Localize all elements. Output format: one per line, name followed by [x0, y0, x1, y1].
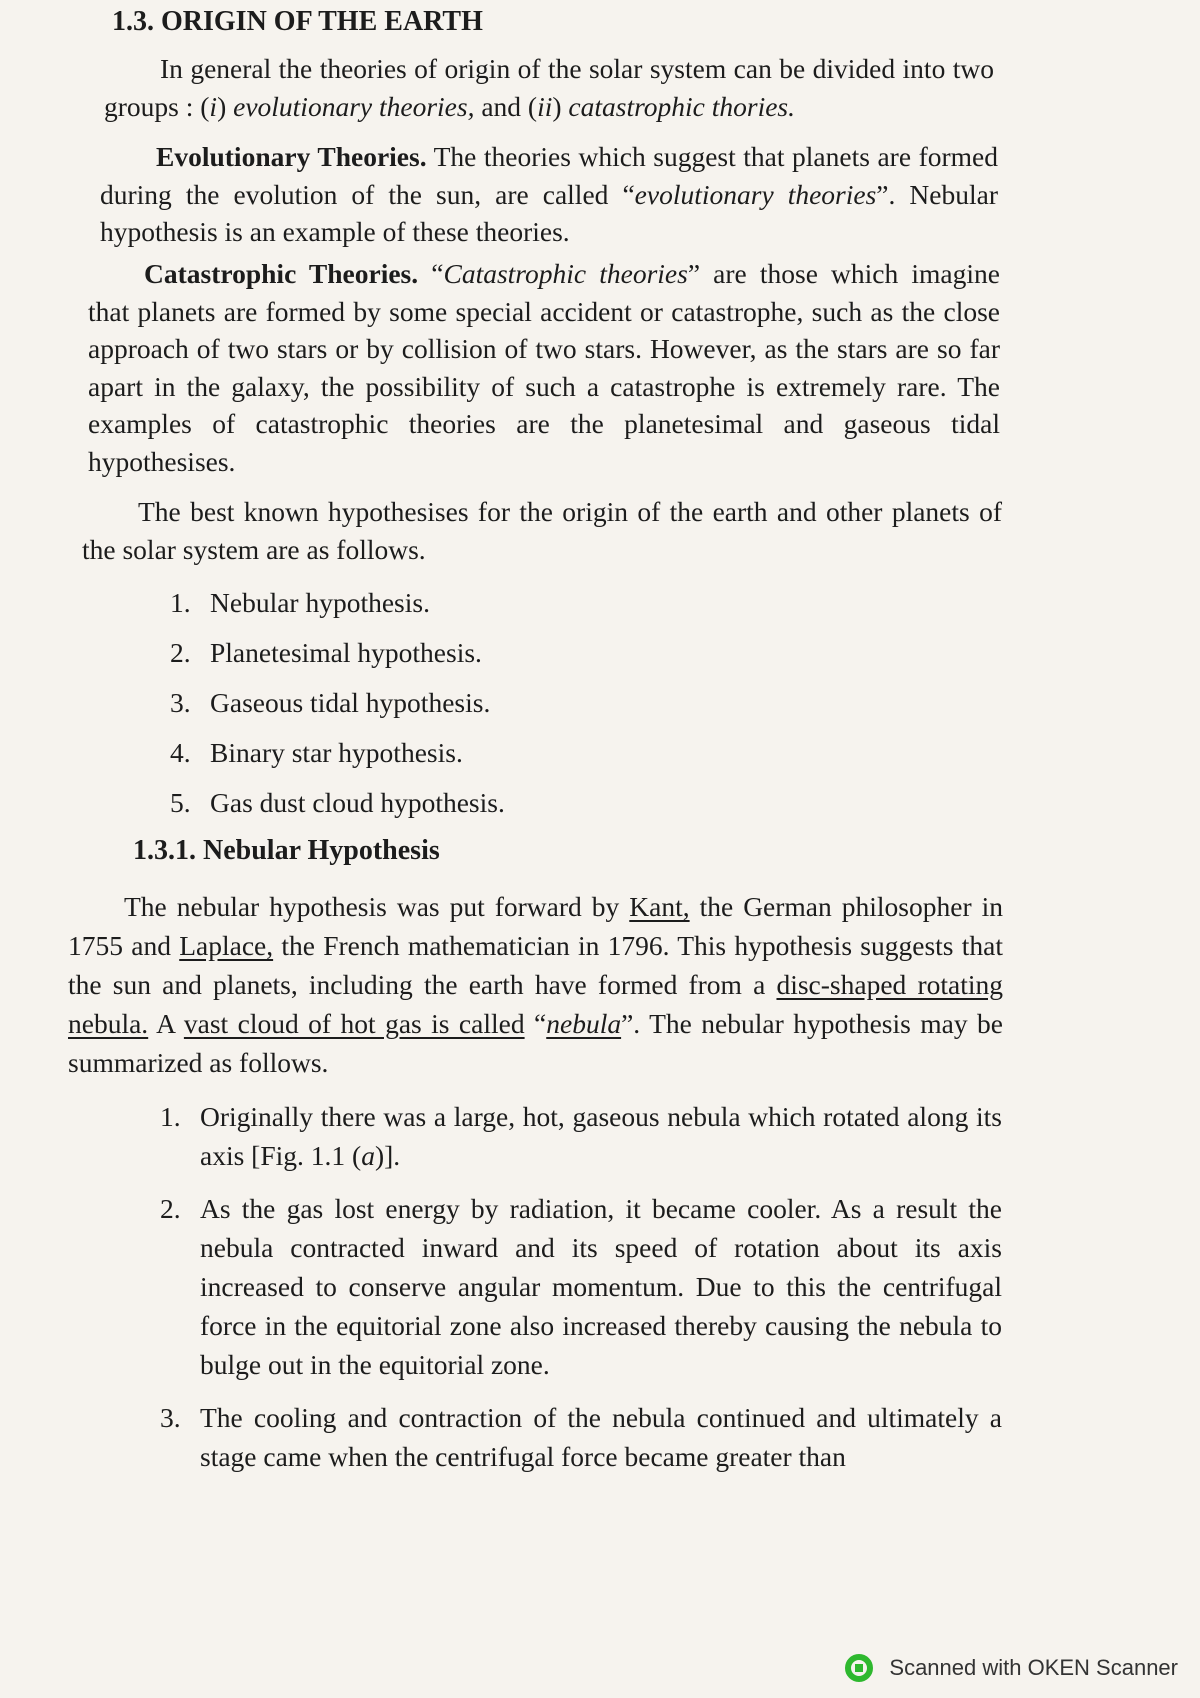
- term-evolutionary: evolutionary theories,: [233, 90, 475, 122]
- list-item: [160, 1398, 1002, 1476]
- list-number: 5.: [170, 787, 191, 818]
- nebular-text: A: [148, 1008, 184, 1039]
- disc-phrase: disc-shaped rotating nebula.: [68, 969, 1003, 1039]
- nebular-text: the French mathematician in 1796. This hypothesis suggests that the sun and planets, including the earth have formed from a: [68, 930, 1003, 1000]
- evolutionary-term: evolutionary theories: [634, 178, 877, 210]
- list-text: Planetesimal hypothesis.: [210, 637, 482, 668]
- catastrophic-paragraph: [88, 255, 1000, 480]
- hypotheses-list: [170, 578, 505, 828]
- intro-numeral-2: ii: [537, 90, 553, 122]
- list-item: [160, 1189, 1002, 1384]
- list-number: 1.: [160, 1101, 181, 1132]
- best-known-paragraph: The best known hypothesises for the origin of the earth and other planets of the solar system are as follows.: [82, 496, 1002, 565]
- evolutionary-paragraph: [100, 138, 998, 251]
- kant-name: Kant,: [629, 891, 690, 922]
- list-text: Gaseous tidal hypothesis.: [210, 687, 491, 718]
- point-text: The cooling and contraction of the nebula continued and ultimately a stage came when the centrifugal force became greater than: [200, 1402, 1002, 1472]
- nebular-points-list: [160, 1097, 1002, 1490]
- catastrophic-text: ” are those which imagine that planets are formed by some special accident or catastrophe, such as the close approach of two stars or by collision of two stars. However, as the stars are so far apart in the galaxy, the possibility of such a catastrophe is extremely rare. The examples of catastrophic theories are the planetesimal and gaseous tidal hypothesises.: [88, 258, 1000, 477]
- intro-text: ): [217, 90, 234, 122]
- scanner-text: Scanned with OKEN Scanner: [889, 1655, 1178, 1680]
- scanner-watermark: [843, 1652, 1178, 1684]
- list-number: 4.: [170, 737, 191, 768]
- list-text: Gas dust cloud hypothesis.: [210, 787, 505, 818]
- figure-ref: a: [361, 1140, 375, 1171]
- intro-text: and (: [474, 90, 538, 122]
- list-number: 2.: [170, 637, 191, 668]
- evolutionary-label: Evolutionary Theories.: [156, 141, 427, 172]
- list-item: [170, 728, 505, 778]
- list-number: 2.: [160, 1193, 181, 1224]
- section-heading: 1.3. ORIGIN OF THE EARTH: [112, 6, 483, 37]
- nebular-text: ”. The nebular hypothesis may be summarized as follows.: [68, 1008, 1003, 1078]
- list-item: [170, 678, 505, 728]
- list-number: 3.: [170, 687, 191, 718]
- evolutionary-text: ”. Nebular hypothesis is an example of these theories.: [100, 178, 998, 247]
- nebular-text: The nebular hypothesis was put forward by: [124, 891, 630, 922]
- catastrophic-term: Catastrophic theories: [443, 258, 688, 289]
- list-item: [160, 1097, 1002, 1175]
- intro-numeral-1: i: [209, 90, 218, 122]
- list-item: [170, 778, 505, 828]
- list-item: [170, 578, 505, 628]
- intro-text: In general the theories of origin of the solar system can be divided into two groups : (: [104, 53, 994, 122]
- list-number: 1.: [170, 587, 191, 618]
- catastrophic-label: Catastrophic Theories.: [144, 258, 419, 289]
- nebular-paragraph: [68, 887, 1003, 1082]
- nebular-text: the German philosopher in 1755 and: [68, 891, 1003, 961]
- intro-paragraph: [104, 50, 994, 125]
- evolutionary-text: The theories which suggest that planets are formed during the evolution of the sun, are called “: [100, 141, 998, 210]
- term-catastrophic: catastrophic thories.: [568, 90, 796, 122]
- list-text: Nebular hypothesis.: [210, 587, 430, 618]
- intro-text: ): [552, 90, 569, 122]
- catastrophic-text: “: [418, 258, 444, 289]
- list-item: [170, 628, 505, 678]
- cloud-phrase: vast cloud of hot gas is called: [183, 1008, 525, 1039]
- oken-scanner-logo-icon: [843, 1652, 875, 1684]
- nebula-term: nebula: [546, 1008, 622, 1039]
- laplace-name: Laplace,: [179, 930, 274, 961]
- list-number: 3.: [160, 1402, 181, 1433]
- subsection-heading: 1.3.1. Nebular Hypothesis: [133, 835, 440, 866]
- point-text: As the gas lost energy by radiation, it became cooler. As a result the nebula contracted inward and its speed of rotation about its axis increased to conserve angular momentum. Due to this the centrifugal force in the equitorial zone also increased thereby causing the nebula to bulge out in the equitorial zone.: [200, 1193, 1002, 1380]
- point-text: Originally there was a large, hot, gaseous nebula which rotated along its axis [Fig. 1.1 (: [200, 1101, 1002, 1171]
- point-text: )].: [374, 1140, 401, 1171]
- list-text: Binary star hypothesis.: [210, 737, 463, 768]
- nebular-text: “: [524, 1008, 547, 1039]
